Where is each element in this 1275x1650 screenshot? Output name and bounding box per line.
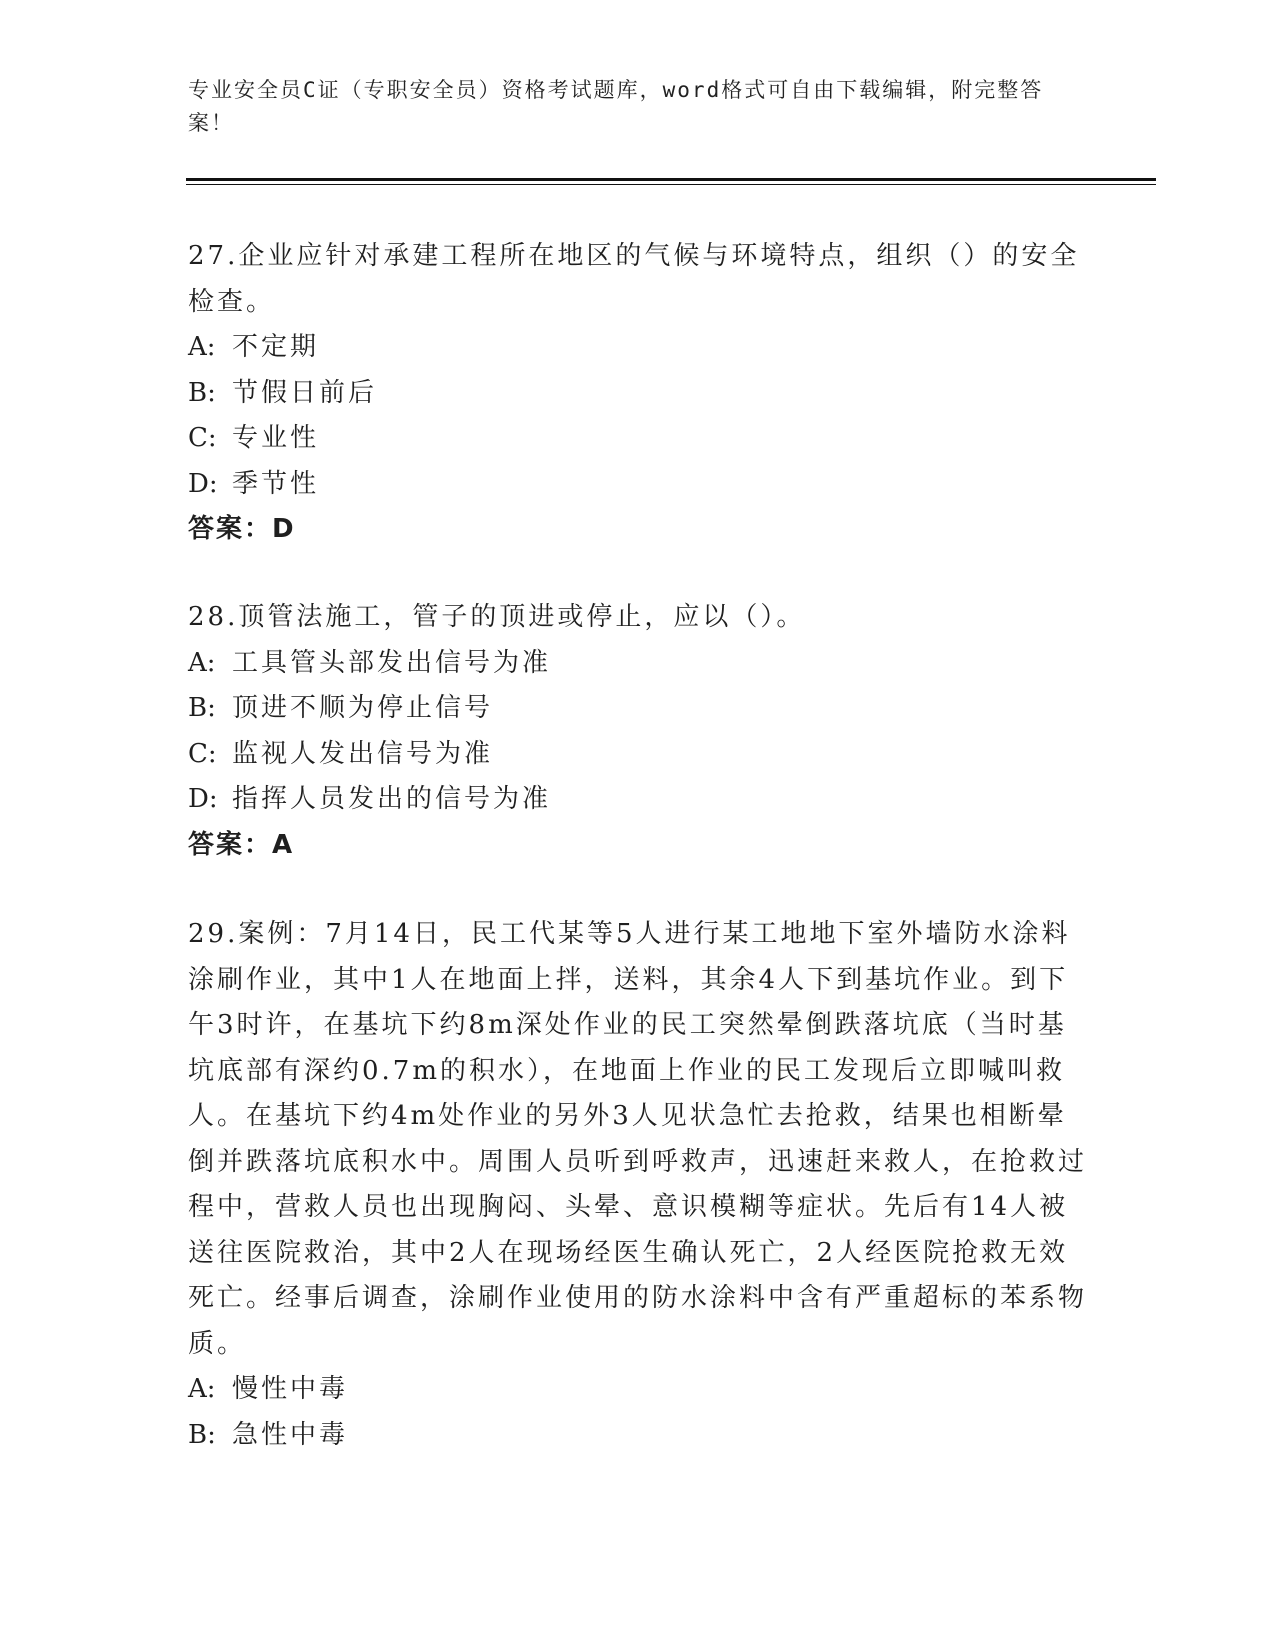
option-a: [188, 325, 1088, 371]
option-text: 指挥人员发出的信号为准: [232, 784, 552, 814]
option-key: D:: [188, 784, 218, 814]
option-text: 不定期: [232, 332, 320, 362]
option-text: 季节性: [232, 468, 320, 499]
option-d: [188, 777, 1088, 823]
answer-line: 答案：D: [188, 514, 296, 544]
option-key: D:: [188, 468, 218, 499]
option-key: B:: [188, 377, 216, 408]
option-key: C:: [188, 423, 217, 453]
option-text: 顶进不顺为停止信号: [232, 693, 494, 723]
option-a: [188, 641, 1088, 687]
option-key: A:: [188, 332, 216, 362]
option-text: 监视人发出信号为准: [232, 738, 494, 769]
option-b: [188, 371, 1088, 417]
option-text: 工具管头部发出信号为准: [232, 647, 552, 678]
document-header: 专业安全员C证（专职安全员）资格考试题库，word格式可自由下载编辑，附完整答案！: [188, 78, 1044, 135]
question-stem: 28.顶管法施工，管子的顶进或停止，应以（）。: [188, 602, 806, 632]
option-d: [188, 462, 1088, 508]
option-c: [188, 732, 1088, 778]
question-stem: 29.案例：7月14日，民工代某等5人进行某工地地下室外墙防水涂料涂刷作业，其中1人在地面上拌，送料，其余4人下到基坑作业。到下午3时许，在基坑下约8m深处作业的民工突然晕倒跌落坑底（当时基坑底部有深约0.7m的积水），在地面上作业的民工发现后立即喊叫救人。在基坑下约4m处作业的另外3人见状急忙去抢救，结果也相断晕倒并跌落坑底积水中。周围人员听到呼救声，迅速赶来救人，在抢救过程中，营救人员也出现胸闷、头晕、意识模糊等症状。先后有14人被送往医院救治，其中2人在现场经医生确认死亡，2人经医院抢救无效死亡。经事后调查，涂刷作业使用的防水涂料中含有严重超标的苯系物质。: [188, 919, 1088, 1359]
question-stem: 27.企业应针对承建工程所在地区的气候与环境特点，组织（）的安全检查。: [188, 241, 1080, 317]
question-29: [188, 912, 1088, 1458]
option-key: C:: [188, 738, 217, 769]
question-28: [188, 595, 1088, 868]
option-b: [188, 686, 1088, 732]
option-a: [188, 1367, 1088, 1413]
question-27: [188, 234, 1088, 553]
option-key: A:: [188, 1374, 216, 1404]
option-b: [188, 1413, 1088, 1459]
option-key: B:: [188, 693, 216, 723]
option-text: 急性中毒: [232, 1419, 349, 1450]
option-text: 专业性: [232, 423, 320, 453]
header-divider-thin: [186, 184, 1156, 185]
option-c: [188, 416, 1088, 462]
answer-line: 答案：A: [188, 829, 295, 860]
header-divider-thick: [186, 178, 1156, 181]
option-text: 慢性中毒: [232, 1374, 349, 1404]
option-text: 节假日前后: [232, 377, 378, 408]
option-key: B:: [188, 1419, 216, 1450]
option-key: A:: [188, 647, 216, 678]
